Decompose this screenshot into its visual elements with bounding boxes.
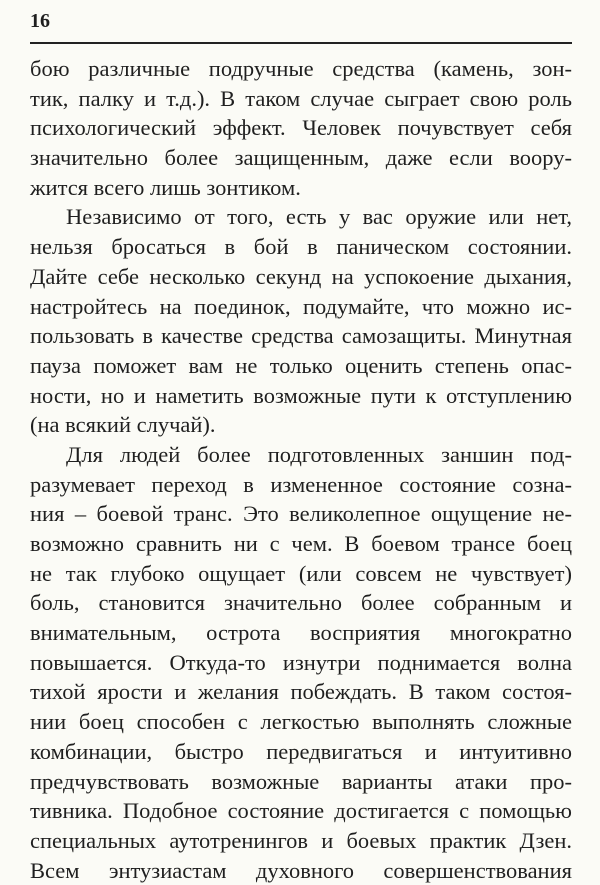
text-line: ния – боевой транс. Это великолепное ощущение не-	[30, 501, 572, 527]
text-line: боль, становится значительно более собранным и	[30, 590, 572, 616]
header-rule	[30, 42, 572, 44]
text-line: жится всего лишь зонтиком.	[30, 174, 301, 200]
text-line: психологический эффект. Человек почувствует себя	[30, 115, 572, 141]
text-line: повышается. Откуда-то изнутри поднимается волна	[30, 649, 572, 675]
text-line: тихой ярости и желания побеждать. В таком состоя-	[30, 679, 572, 705]
text-line: значительно более защищенным, даже если воору-	[30, 145, 572, 171]
text-line: пользовать в качестве средства самозащиты. Минутная	[30, 323, 572, 349]
text-line: (на всякий случай).	[30, 412, 216, 438]
text-line: тик, палку и т.д.). В таком случае сыграет свою роль	[30, 85, 572, 111]
text-line: нельзя бросаться в бой в паническом состоянии.	[30, 234, 572, 260]
text-line: не так глубоко ощущает (или совсем не чувствует)	[30, 560, 572, 586]
text-line: комбинации, быстро передвигаться и интуитивно	[30, 738, 572, 764]
text-line: специальных аутотренингов и боевых практик Дзен.	[30, 827, 572, 853]
text-line: возможно сравнить ни с чем. В боевом трансе боец	[30, 531, 572, 556]
text-line: ности, но и наметить возможные пути к отступлению	[30, 382, 572, 408]
text-line: тивника. Подобное состояние достигается с помощью	[30, 798, 572, 824]
text-line: Всем энтузиастам духовного совершенствования	[30, 857, 572, 883]
text-line: предчувствовать возможные варианты атаки про-	[30, 768, 572, 794]
text-line: Для людей более подготовленных заншин под-	[66, 441, 572, 467]
body-text	[30, 54, 572, 885]
text-line: бою различные подручные средства (камень, зон-	[30, 56, 572, 81]
text-line: Независимо от того, есть у вас оружие или нет,	[66, 204, 572, 230]
text-line: нии боец способен с легкостью выполнять сложные	[30, 709, 572, 735]
text-line: разумевает переход в измененное состояние созна-	[30, 471, 572, 497]
text-line: пауза поможет вам не только оценить степень опас-	[30, 352, 572, 378]
text-line: Дайте себе несколько секунд на успокоение дыхания,	[30, 263, 572, 289]
text-line: настройтесь на поединок, подумайте, что можно ис-	[30, 293, 572, 319]
page-number: 16	[30, 10, 50, 32]
text-line: внимательным, острота восприятия многократно	[30, 620, 572, 646]
